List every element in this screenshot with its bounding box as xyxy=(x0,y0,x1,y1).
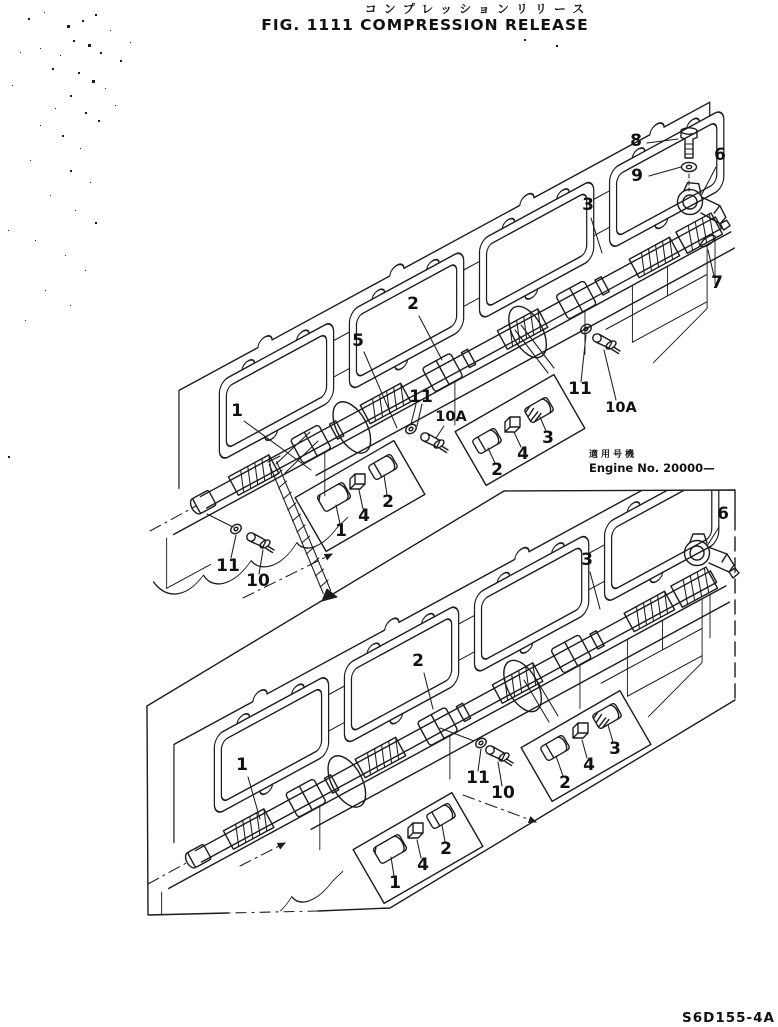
figure-title-japanese: コンプレッションリリース xyxy=(364,2,592,16)
clip-icon xyxy=(573,723,588,738)
callout-10A: 10A xyxy=(435,409,467,425)
callout-11: 11 xyxy=(466,768,490,788)
callout-7: 7 xyxy=(711,273,723,293)
upper-diagram xyxy=(54,82,778,634)
shoulder-bolt-icon xyxy=(421,433,448,453)
plain-washer-icon xyxy=(682,162,697,171)
scan-noise xyxy=(8,12,558,458)
callout-6: 6 xyxy=(714,145,726,165)
sleeve-icon xyxy=(368,454,399,481)
callout-6: 6 xyxy=(717,504,729,524)
end-sleeve-icon xyxy=(524,397,555,424)
box-callout-1: 1 xyxy=(389,873,401,893)
cylinder-head-art xyxy=(49,436,778,988)
box-callout-4: 4 xyxy=(583,755,595,775)
callout-10: 10 xyxy=(491,783,515,803)
callout-11: 11 xyxy=(216,556,240,576)
mount-bolt-icon xyxy=(681,128,697,158)
callout-1: 1 xyxy=(231,401,243,421)
callout-9: 9 xyxy=(631,166,643,186)
detail-box-243 xyxy=(455,375,585,486)
shaft-axis-line xyxy=(150,506,196,531)
end-sleeve-icon xyxy=(592,703,623,730)
applicability-japanese: 適用号機 xyxy=(589,450,638,460)
shoulder-bolt-icon xyxy=(247,533,274,553)
figure-title-english: FIG. 1111 COMPRESSION RELEASE xyxy=(261,15,589,34)
applicability-engine-number: Engine No. 20000— xyxy=(589,461,715,476)
doc-code: S6D155-4A xyxy=(682,1010,775,1026)
sleeve-icon xyxy=(540,735,571,762)
callout-10A: 10A xyxy=(605,400,637,416)
box-callout-2: 2 xyxy=(440,839,452,859)
callout-8: 8 xyxy=(630,131,642,151)
callout-11: 11 xyxy=(409,387,433,407)
detail-box-142 xyxy=(353,793,483,904)
box-callout-3: 3 xyxy=(542,428,554,448)
release-cam-icon xyxy=(373,834,408,865)
sleeve-icon xyxy=(426,803,457,830)
callout-11: 11 xyxy=(568,379,592,399)
shoulder-bolt-icon xyxy=(593,334,620,354)
shoulder-bolt-icon xyxy=(486,746,513,766)
callout-2: 2 xyxy=(412,651,424,671)
callout-5: 5 xyxy=(352,331,364,351)
washer-icon xyxy=(229,522,243,535)
adjusting-rod xyxy=(268,432,337,601)
cylinder-head-art xyxy=(54,82,778,634)
clip-icon xyxy=(408,823,423,838)
callout-2: 2 xyxy=(407,294,419,314)
clip-icon xyxy=(350,474,365,489)
release-cam-icon xyxy=(317,482,352,513)
clip-icon xyxy=(505,417,520,432)
lower-diagram xyxy=(49,436,778,988)
box-callout-2: 2 xyxy=(491,460,503,480)
leader xyxy=(207,514,233,527)
box-callout-3: 3 xyxy=(609,739,621,759)
callout-3: 3 xyxy=(582,195,594,215)
callout-1: 1 xyxy=(236,755,248,775)
box-callout-2: 2 xyxy=(382,492,394,512)
sleeve-icon xyxy=(472,428,503,455)
callout-3: 3 xyxy=(581,550,593,570)
box-callout-1: 1 xyxy=(335,521,347,541)
box-callout-4: 4 xyxy=(358,506,370,526)
callout-10: 10 xyxy=(246,571,270,591)
box-callout-4: 4 xyxy=(517,444,529,464)
box-callout-2: 2 xyxy=(559,773,571,793)
box-callout-4: 4 xyxy=(417,855,429,875)
